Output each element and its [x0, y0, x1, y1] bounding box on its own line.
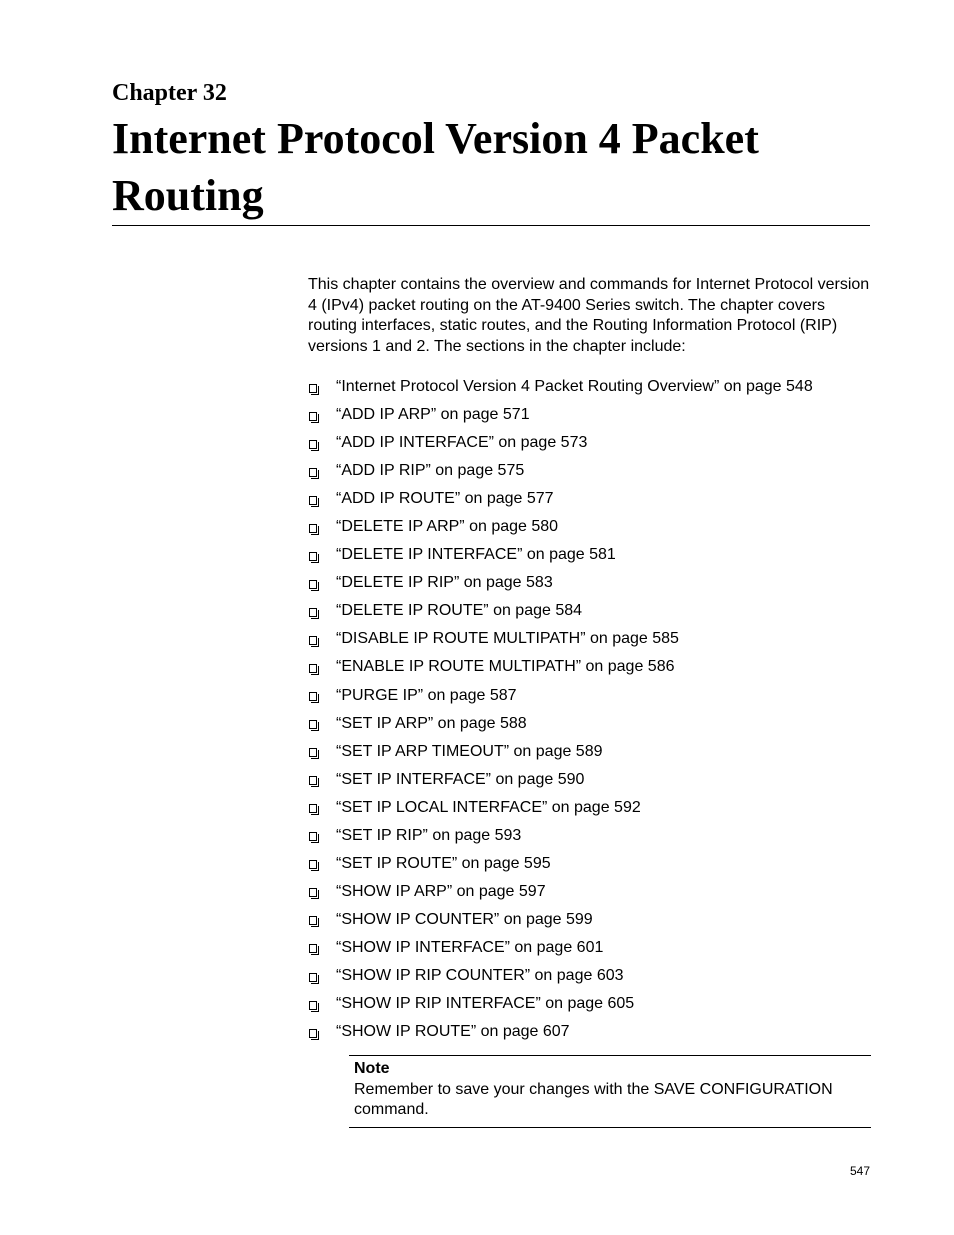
checkbox-bullet-icon [309, 973, 317, 982]
checkbox-bullet-icon [309, 776, 317, 785]
section-list-item[interactable] [308, 990, 873, 1018]
section-link[interactable]: “SHOW IP ROUTE” on page 607 [336, 1023, 570, 1041]
section-link[interactable]: “SHOW IP RIP INTERFACE” on page 605 [336, 995, 635, 1013]
section-link[interactable]: “SHOW IP COUNTER” on page 599 [336, 910, 593, 928]
section-link[interactable]: “ADD IP RIP” on page 575 [336, 462, 525, 480]
section-link[interactable]: “DELETE IP INTERFACE” on page 581 [336, 546, 616, 564]
section-list-item[interactable] [308, 794, 873, 822]
section-link[interactable]: “SET IP INTERFACE” on page 590 [336, 770, 585, 788]
section-list-item[interactable] [308, 541, 873, 569]
checkbox-bullet-icon [309, 804, 317, 813]
section-list-item[interactable] [308, 682, 873, 710]
checkbox-bullet-icon [309, 748, 317, 757]
checkbox-bullet-icon [309, 664, 317, 673]
section-list [308, 373, 873, 1046]
note-heading: Note [354, 1060, 390, 1077]
section-list-item[interactable] [308, 878, 873, 906]
checkbox-bullet-icon [309, 636, 317, 645]
checkbox-bullet-icon [309, 412, 317, 421]
section-list-item[interactable] [308, 934, 873, 962]
section-list-item[interactable] [308, 569, 873, 597]
section-link[interactable]: “Internet Protocol Version 4 Packet Routing Overview” on page 548 [336, 378, 813, 396]
section-link[interactable]: “SET IP ARP TIMEOUT” on page 589 [336, 742, 603, 760]
section-link[interactable]: “ENABLE IP ROUTE MULTIPATH” on page 586 [336, 658, 675, 676]
checkbox-bullet-icon [309, 384, 317, 393]
section-list-item[interactable] [308, 485, 873, 513]
intro-paragraph: This chapter contains the overview and commands for Internet Protocol version 4 (IPv4) packet routing on the AT-9400 Series switch. The chapter covers routing interfaces, static routes, and the Routing Information Protocol (RIP) versions 1 and 2. The sections in the chapter include: [308, 276, 870, 355]
section-list-item[interactable] [308, 822, 873, 850]
section-link[interactable]: “ADD IP INTERFACE” on page 573 [336, 434, 588, 452]
section-link[interactable]: “DELETE IP ROUTE” on page 584 [336, 602, 583, 620]
section-link[interactable]: “SHOW IP RIP COUNTER” on page 603 [336, 967, 624, 984]
checkbox-bullet-icon [309, 1029, 317, 1038]
section-link[interactable]: “DISABLE IP ROUTE MULTIPATH” on page 585 [336, 630, 679, 648]
checkbox-bullet-icon [309, 496, 317, 505]
section-link[interactable]: “SHOW IP ARP” on page 597 [336, 882, 546, 900]
section-list-item[interactable] [308, 625, 873, 653]
section-list-item[interactable] [308, 513, 873, 541]
checkbox-bullet-icon [309, 692, 317, 701]
checkbox-bullet-icon [309, 580, 317, 589]
note-body: Remember to save your changes with the SAVE CONFIGURATION command. [354, 1080, 833, 1118]
section-list-item[interactable] [308, 850, 873, 878]
section-link[interactable]: “SET IP LOCAL INTERFACE” on page 592 [336, 798, 641, 816]
section-link[interactable]: “SET IP ARP” on page 588 [336, 714, 527, 732]
title-divider [112, 225, 870, 226]
checkbox-bullet-icon [309, 468, 317, 477]
checkbox-bullet-icon [309, 832, 317, 841]
checkbox-bullet-icon [309, 608, 317, 617]
note-box [349, 1055, 871, 1128]
section-list-item[interactable] [308, 962, 873, 990]
section-link[interactable]: “DELETE IP ARP” on page 580 [336, 518, 559, 536]
checkbox-bullet-icon [309, 944, 317, 953]
section-link[interactable]: “SET IP RIP” on page 593 [336, 826, 522, 844]
checkbox-bullet-icon [309, 524, 317, 533]
section-link[interactable]: “SHOW IP INTERFACE” on page 601 [336, 938, 604, 956]
section-list-item[interactable] [308, 401, 873, 429]
chapter-title: Internet Protocol Version 4 Packet Routing [112, 114, 759, 220]
page-number: 547 [849, 1164, 870, 1178]
section-link[interactable]: “PURGE IP” on page 587 [336, 686, 517, 704]
checkbox-bullet-icon [309, 888, 317, 897]
checkbox-bullet-icon [309, 440, 317, 449]
section-list-item[interactable] [308, 738, 873, 766]
section-link[interactable]: “ADD IP ARP” on page 571 [336, 406, 530, 424]
section-list-item[interactable] [308, 906, 873, 934]
checkbox-bullet-icon [309, 720, 317, 729]
checkbox-bullet-icon [309, 1001, 317, 1010]
section-list-item[interactable] [308, 710, 873, 738]
section-link[interactable]: “SET IP ROUTE” on page 595 [336, 854, 551, 872]
chapter-label: Chapter 32 [112, 80, 227, 106]
section-list-item[interactable] [308, 597, 873, 625]
section-link[interactable]: “ADD IP ROUTE” on page 577 [336, 490, 554, 508]
section-list-item[interactable] [308, 1018, 873, 1046]
checkbox-bullet-icon [309, 860, 317, 869]
checkbox-bullet-icon [309, 916, 317, 925]
section-link[interactable]: “DELETE IP RIP” on page 583 [336, 574, 553, 592]
section-list-item[interactable] [308, 653, 873, 681]
section-list-item[interactable] [308, 766, 873, 794]
section-list-item[interactable] [308, 457, 873, 485]
checkbox-bullet-icon [309, 552, 317, 561]
section-list-item[interactable] [308, 429, 873, 457]
section-list-item[interactable] [308, 373, 873, 401]
